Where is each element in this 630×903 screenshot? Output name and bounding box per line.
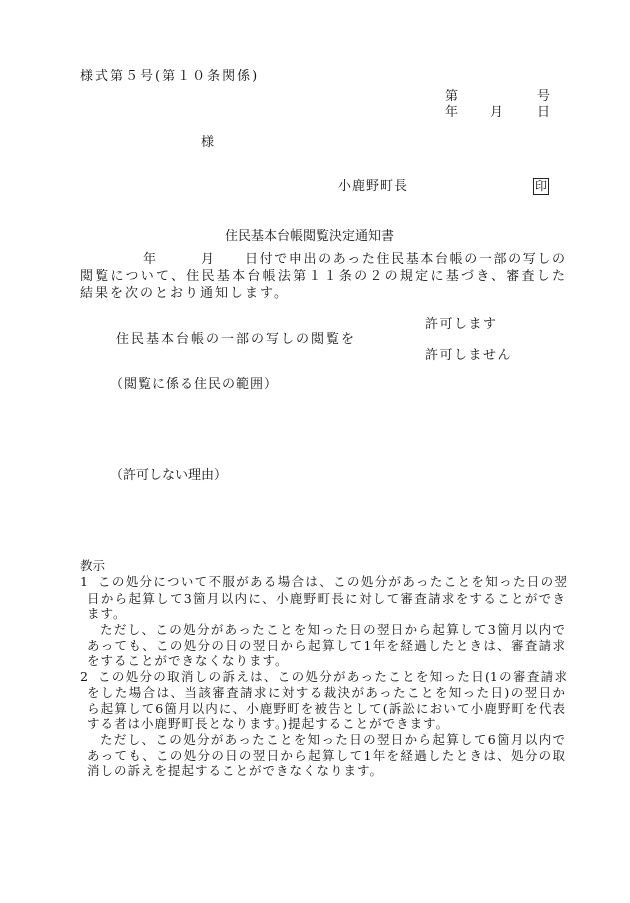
instruction-line: 消しの訴えを提起することができなくなります。 <box>87 763 384 778</box>
number-suffix: 号 <box>537 89 551 104</box>
instruction-line: する者は小鹿野町長となります。)提起することができます。 <box>87 716 450 731</box>
body-line-2: 閲覧について、住民基本台帳法第１１条の２の規定に基づき、審査した <box>80 269 565 284</box>
body-date-year: 年 <box>143 252 157 267</box>
instruction-line: この処分の取消しの訴えは、この処分があったことを知った日(1の審査請求 <box>98 669 567 684</box>
instruction-line: あっても、この処分の日の翌日から起算して1年を経過したときは、処分の取 <box>87 748 565 763</box>
form-number: 様式第５号(第１０条関係) <box>80 69 260 84</box>
instruction-line: をした場合は、当該審査請求に対する裁決があったことを知った日)の翌日か <box>87 685 565 700</box>
number-prefix: 第 <box>445 89 459 104</box>
date-day: 日 <box>537 105 551 120</box>
instruction-line: ただし、この処分があったことを知った日の翌日から起算して6箇月以内で <box>100 732 565 747</box>
instruction-item-number: 1 <box>80 574 88 589</box>
body-line-1: 日付で申出のあった住民基本台帳の一部の写しの <box>245 252 565 267</box>
instruction-line: ただし、この処分があったことを知った日の翌日から起算して3箇月以内で <box>100 622 565 637</box>
document-title: 住民基本台帳閲覧決定通知書 <box>225 229 395 244</box>
instruction-item-number: 2 <box>80 669 88 684</box>
instruction-line: 日から起算して3箇月以内に、小鹿野町長に対して審査請求をすることができ <box>87 591 565 606</box>
seal-stamp: 印 <box>534 179 547 193</box>
instruction-heading: 教示 <box>80 558 106 573</box>
body-line-3: 結果を次のとおり通知します。 <box>80 286 289 301</box>
instruction-line: ます。 <box>87 606 127 621</box>
addressee-suffix: 様 <box>201 135 215 150</box>
instruction-line: この処分について不服がある場合は、この処分があったことを知った日の翌 <box>98 574 567 589</box>
issuer-name: 小鹿野町長 <box>338 179 409 194</box>
decision-subject: 住民基本台帳の一部の写しの閲覧を <box>116 332 357 347</box>
body-date-month: 月 <box>201 252 215 267</box>
instruction-line: をすることができなくなります。 <box>87 653 289 668</box>
reason-heading: （許可しない理由） <box>110 468 228 483</box>
date-month: 月 <box>490 105 504 120</box>
instruction-line: ら起算して6箇月以内に、小鹿野町を被告として(訴訟において小鹿野町を代表 <box>87 701 565 716</box>
decision-permit: 許可します <box>425 317 498 332</box>
scope-heading: （閲覧に係る住民の範囲） <box>110 377 279 392</box>
date-year: 年 <box>445 105 459 120</box>
decision-deny: 許可しません <box>425 348 513 363</box>
instruction-line: あっても、この処分の日の翌日から起算して1年を経過したときは、審査請求 <box>87 638 565 653</box>
